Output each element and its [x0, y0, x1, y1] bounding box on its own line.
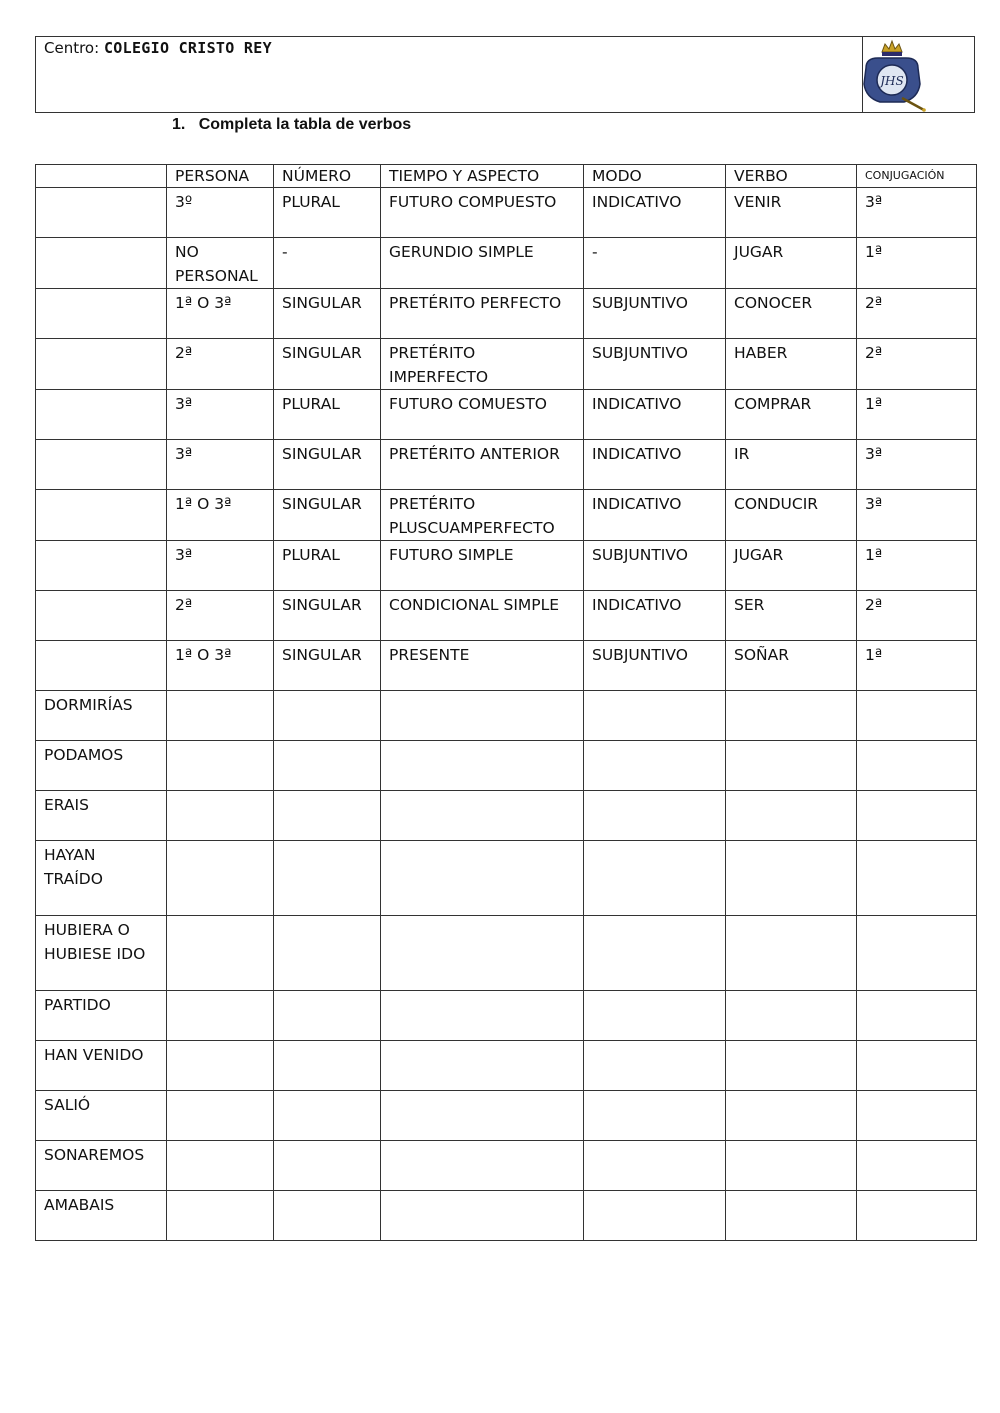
cell-modo: INDICATIVO: [584, 490, 726, 541]
cell-tiempo-aspecto: CONDICIONAL SIMPLE: [381, 591, 584, 641]
cell-numero: PLURAL: [274, 390, 381, 440]
cell-verbo: COMPRAR: [726, 390, 857, 440]
cell-verbo[interactable]: [726, 1091, 857, 1141]
instruction-number: 1.: [172, 116, 186, 133]
cell-verb-form[interactable]: [36, 390, 167, 440]
cell-tiempo-aspecto: PRESENTE: [381, 641, 584, 691]
cell-numero: SINGULAR: [274, 641, 381, 691]
cell-persona[interactable]: [167, 791, 274, 841]
cell-conjugacion[interactable]: [857, 791, 977, 841]
cell-verbo: SER: [726, 591, 857, 641]
cell-numero[interactable]: [274, 841, 381, 916]
header-verb-form: [36, 165, 167, 188]
table-row: [36, 741, 977, 791]
table-row: [36, 490, 977, 541]
cell-tiempo-aspecto[interactable]: [381, 1141, 584, 1191]
cell-persona[interactable]: [167, 916, 274, 991]
cell-numero: -: [274, 238, 381, 289]
cell-tiempo-aspecto[interactable]: [381, 691, 584, 741]
table-row: [36, 440, 977, 490]
table-row: [36, 591, 977, 641]
cell-conjugacion: 3ª: [857, 440, 977, 490]
cell-tiempo-aspecto: PRETÉRITO PERFECTO: [381, 289, 584, 339]
cell-conjugacion[interactable]: [857, 841, 977, 916]
cell-persona: 3ª: [167, 440, 274, 490]
table-row: [36, 691, 977, 741]
instruction-heading: [172, 116, 411, 134]
table-row: [36, 1191, 977, 1241]
cell-verbo[interactable]: [726, 691, 857, 741]
table-row: [36, 289, 977, 339]
cell-modo: INDICATIVO: [584, 390, 726, 440]
cell-conjugacion[interactable]: [857, 741, 977, 791]
cell-persona[interactable]: [167, 991, 274, 1041]
cell-persona: 2ª: [167, 591, 274, 641]
cell-persona: 1ª O 3ª: [167, 641, 274, 691]
cell-verb-form: PARTIDO: [36, 991, 167, 1041]
cell-persona[interactable]: [167, 1191, 274, 1241]
header-conjugacion: CONJUGACIÓN: [857, 165, 977, 188]
cell-verbo: VENIR: [726, 188, 857, 238]
cell-conjugacion[interactable]: [857, 1041, 977, 1091]
cell-persona: NO PERSONAL: [167, 238, 274, 289]
verbs-table: [35, 164, 977, 1241]
cell-numero: SINGULAR: [274, 339, 381, 390]
cell-modo[interactable]: [584, 991, 726, 1041]
cell-verbo[interactable]: [726, 916, 857, 991]
cell-tiempo-aspecto[interactable]: [381, 841, 584, 916]
cell-tiempo-aspecto[interactable]: [381, 1041, 584, 1091]
table-row: [36, 841, 977, 916]
cell-verb-form[interactable]: [36, 440, 167, 490]
cell-modo[interactable]: [584, 691, 726, 741]
cell-verbo: CONDUCIR: [726, 490, 857, 541]
cell-conjugacion[interactable]: [857, 691, 977, 741]
cell-verbo: JUGAR: [726, 238, 857, 289]
cell-numero[interactable]: [274, 916, 381, 991]
cell-numero: SINGULAR: [274, 490, 381, 541]
center-line: [44, 39, 272, 57]
cell-tiempo-aspecto: PRETÉRITO IMPERFECTO: [381, 339, 584, 390]
cell-conjugacion[interactable]: [857, 1191, 977, 1241]
cell-verb-form: SALIÓ: [36, 1091, 167, 1141]
header-numero: NÚMERO: [274, 165, 381, 188]
cell-modo[interactable]: [584, 1041, 726, 1091]
cell-verbo: SOÑAR: [726, 641, 857, 691]
cell-verbo: CONOCER: [726, 289, 857, 339]
cell-conjugacion[interactable]: [857, 1091, 977, 1141]
table-row: [36, 188, 977, 238]
cell-persona: 1ª O 3ª: [167, 289, 274, 339]
table-row: [36, 641, 977, 691]
header-tiempo-aspecto: TIEMPO Y ASPECTO: [381, 165, 584, 188]
table-row: [36, 1041, 977, 1091]
cell-conjugacion[interactable]: [857, 991, 977, 1041]
cell-numero[interactable]: [274, 1091, 381, 1141]
table-row: [36, 1141, 977, 1191]
cell-modo[interactable]: [584, 791, 726, 841]
center-name: COLEGIO CRISTO REY: [103, 39, 272, 57]
cell-numero: SINGULAR: [274, 591, 381, 641]
cell-verbo[interactable]: [726, 741, 857, 791]
cell-conjugacion[interactable]: [857, 916, 977, 991]
header-modo: MODO: [584, 165, 726, 188]
cell-tiempo-aspecto: FUTURO SIMPLE: [381, 541, 584, 591]
cell-verbo: HABER: [726, 339, 857, 390]
header-box: [35, 36, 975, 113]
cell-verbo[interactable]: [726, 841, 857, 916]
cell-verb-form[interactable]: [36, 490, 167, 541]
cell-verbo: JUGAR: [726, 541, 857, 591]
cell-modo: SUBJUNTIVO: [584, 289, 726, 339]
cell-verbo[interactable]: [726, 1191, 857, 1241]
cell-persona: 1ª O 3ª: [167, 490, 274, 541]
cell-numero: SINGULAR: [274, 289, 381, 339]
cell-modo[interactable]: [584, 1141, 726, 1191]
table-row: [36, 1091, 977, 1141]
cell-verb-form[interactable]: [36, 591, 167, 641]
cell-modo: INDICATIVO: [584, 591, 726, 641]
cell-verbo: IR: [726, 440, 857, 490]
cell-verb-form[interactable]: [36, 238, 167, 289]
cell-persona[interactable]: [167, 841, 274, 916]
cell-modo: -: [584, 238, 726, 289]
cell-persona[interactable]: [167, 1041, 274, 1091]
cell-modo[interactable]: [584, 916, 726, 991]
cell-conjugacion: 1ª: [857, 541, 977, 591]
cell-persona: 2ª: [167, 339, 274, 390]
center-label: Centro:: [44, 39, 100, 57]
cell-verb-form: AMABAIS: [36, 1191, 167, 1241]
cell-modo[interactable]: [584, 741, 726, 791]
cell-tiempo-aspecto: PRETÉRITO ANTERIOR: [381, 440, 584, 490]
cell-tiempo-aspecto: FUTURO COMUESTO: [381, 390, 584, 440]
cell-tiempo-aspecto[interactable]: [381, 991, 584, 1041]
cell-numero: SINGULAR: [274, 440, 381, 490]
cell-modo: INDICATIVO: [584, 188, 726, 238]
cell-modo[interactable]: [584, 1191, 726, 1241]
cell-numero[interactable]: [274, 1191, 381, 1241]
cell-tiempo-aspecto[interactable]: [381, 741, 584, 791]
cell-verbo[interactable]: [726, 1141, 857, 1191]
cell-tiempo-aspecto[interactable]: [381, 1191, 584, 1241]
cell-persona[interactable]: [167, 691, 274, 741]
cell-numero[interactable]: [274, 741, 381, 791]
cell-verb-form[interactable]: [36, 289, 167, 339]
cell-verbo[interactable]: [726, 791, 857, 841]
cell-persona[interactable]: [167, 1141, 274, 1191]
cell-modo[interactable]: [584, 1091, 726, 1141]
cell-modo[interactable]: [584, 841, 726, 916]
cell-verb-form[interactable]: [36, 339, 167, 390]
header-persona: PERSONA: [167, 165, 274, 188]
svg-text:JHS: JHS: [880, 74, 904, 88]
cell-tiempo-aspecto: PRETÉRITO PLUSCUAMPERFECTO: [381, 490, 584, 541]
cell-verbo[interactable]: [726, 991, 857, 1041]
cell-persona: 3ª: [167, 390, 274, 440]
table-row: [36, 238, 977, 289]
cell-tiempo-aspecto[interactable]: [381, 1091, 584, 1141]
cell-numero[interactable]: [274, 991, 381, 1041]
cell-verb-form[interactable]: [36, 188, 167, 238]
cell-tiempo-aspecto: FUTURO COMPUESTO: [381, 188, 584, 238]
cell-verbo[interactable]: [726, 1041, 857, 1091]
cell-verb-form: SONAREMOS: [36, 1141, 167, 1191]
cell-tiempo-aspecto[interactable]: [381, 791, 584, 841]
cell-persona[interactable]: [167, 1091, 274, 1141]
cell-persona: 3ª: [167, 541, 274, 591]
cell-conjugacion: 1ª: [857, 390, 977, 440]
cell-conjugacion: 3ª: [857, 490, 977, 541]
cell-numero[interactable]: [274, 1141, 381, 1191]
cell-numero[interactable]: [274, 791, 381, 841]
cell-verb-form: PODAMOS: [36, 741, 167, 791]
cell-numero: PLURAL: [274, 188, 381, 238]
cell-numero: PLURAL: [274, 541, 381, 591]
cell-tiempo-aspecto[interactable]: [381, 916, 584, 991]
table-row: [36, 541, 977, 591]
table-row: [36, 991, 977, 1041]
cell-conjugacion: 1ª: [857, 641, 977, 691]
cell-verb-form: HAN VENIDO: [36, 1041, 167, 1091]
cell-verb-form: ERAIS: [36, 791, 167, 841]
cell-conjugacion: 3ª: [857, 188, 977, 238]
cell-verb-form[interactable]: [36, 641, 167, 691]
cell-modo: SUBJUNTIVO: [584, 339, 726, 390]
cell-conjugacion: 2ª: [857, 289, 977, 339]
table-row: [36, 339, 977, 390]
instruction-text: Completa la tabla de verbos: [198, 116, 412, 133]
table-row: [36, 791, 977, 841]
cell-verb-form: HAYAN TRAÍDO: [36, 841, 167, 916]
table-header-row: [36, 165, 977, 188]
cell-modo: SUBJUNTIVO: [584, 541, 726, 591]
cell-conjugacion: 2ª: [857, 339, 977, 390]
cell-verb-form: HUBIERA O HUBIESE IDO: [36, 916, 167, 991]
table-row: [36, 916, 977, 991]
table-row: [36, 390, 977, 440]
cell-verb-form[interactable]: [36, 541, 167, 591]
cell-conjugacion: 2ª: [857, 591, 977, 641]
cell-numero[interactable]: [274, 691, 381, 741]
header-verbo: VERBO: [726, 165, 857, 188]
cell-conjugacion[interactable]: [857, 1141, 977, 1191]
cell-modo: INDICATIVO: [584, 440, 726, 490]
cell-persona[interactable]: [167, 741, 274, 791]
cell-verb-form: DORMIRÍAS: [36, 691, 167, 741]
cell-numero[interactable]: [274, 1041, 381, 1091]
cell-conjugacion: 1ª: [857, 238, 977, 289]
cell-modo: SUBJUNTIVO: [584, 641, 726, 691]
cell-persona: 3º: [167, 188, 274, 238]
cell-tiempo-aspecto: GERUNDIO SIMPLE: [381, 238, 584, 289]
school-crest-icon: [852, 38, 932, 112]
